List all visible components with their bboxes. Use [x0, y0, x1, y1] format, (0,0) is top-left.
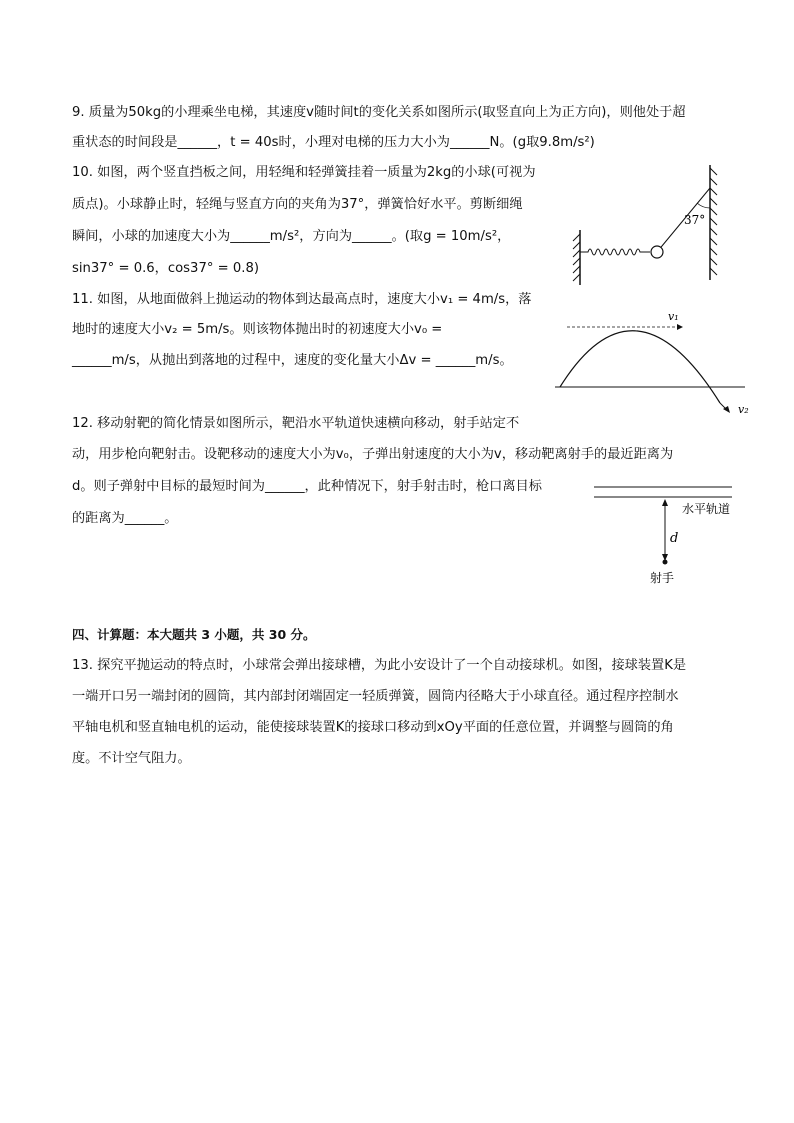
section-4-title: 四、计算题：本大题共 3 小题，共 30 分。 [72, 627, 316, 642]
q12-line-4: 的距离为______。 [72, 511, 178, 526]
track-label: 水平轨道 [682, 502, 731, 516]
v2-label: v₂ [738, 403, 749, 416]
q10-figure [570, 160, 730, 290]
q10-line-3: 瞬间，小球的加速度大小为______m/s²，方向为______。(取g = 10m/s²， [72, 229, 511, 244]
v1-label: v₁ [668, 310, 679, 323]
q11-line-1: 11. 如图，从地面做斜上抛运动的物体到达最高点时，速度大小v₁ = 4m/s，落 [72, 292, 532, 307]
ball [651, 246, 663, 258]
q10-line-4: sin37° = 0.6，cos37° = 0.8) [72, 261, 259, 276]
q10-line-1: 10. 如图，两个竖直挡板之间，用轻绳和轻弹簧挂着一质量为2kg的小球(可视为 [72, 165, 536, 180]
q9-line-2: 重状态的时间段是______，t = 40s时，小理对电梯的压力大小为______N。(g取9.8m/s²) [72, 135, 595, 150]
q13-line-4: 度。不计空气阻力。 [72, 751, 191, 766]
q13-line-3: 平轴电机和竖直轴电机的运动，能使接球装置K的接球口移动到xOy平面的任意位置，并调整与圆筒的角 [72, 720, 674, 735]
trajectory [560, 331, 720, 403]
q11-figure [555, 305, 755, 420]
spring [580, 249, 650, 255]
q11-line-2: 地时的速度大小v₂ = 5m/s。则该物体抛出时的初速度大小v₀ = [72, 322, 443, 337]
d-label: d [670, 531, 679, 546]
q11-line-3: ______m/s，从抛出到落地的过程中，速度的变化量大小Δv = ______m/s。 [72, 353, 513, 368]
shooter-dot [663, 560, 668, 565]
q12-line-2: 动，用步枪向靶射击。设靶移动的速度大小为v₀，子弹出射速度的大小为v，移动靶离射手的最近距离为 [72, 447, 674, 462]
q12-figure [592, 482, 752, 592]
q12-line-1: 12. 移动射靶的简化情景如图所示，靶沿水平轨道快速横向移动，射手站定不 [72, 416, 520, 431]
q9-line-1: 9. 质量为50kg的小理乘坐电梯，其速度v随时间t的变化关系如图所示(取竖直向上为正方向)，则他处于超 [72, 105, 686, 120]
angle-label: 37° [684, 213, 706, 227]
q10-line-2: 质点)。小球静止时，轻绳与竖直方向的夹角为37°，弹簧恰好水平。剪断细绳 [72, 197, 523, 212]
q12-line-3: d。则子弹射中目标的最短时间为______，此种情况下，射手射击时，枪口离目标 [72, 479, 542, 494]
q13-line-1: 13. 探究平抛运动的特点时，小球常会弹出接球槽，为此小安设计了一个自动接球机。如图，接球装置K是 [72, 658, 687, 673]
q13-line-2: 一端开口另一端封闭的圆筒，其内部封闭端固定一轻质弹簧，圆筒内径略大于小球直径。通过程序控制水 [72, 689, 679, 704]
shooter-label: 射手 [650, 571, 675, 585]
